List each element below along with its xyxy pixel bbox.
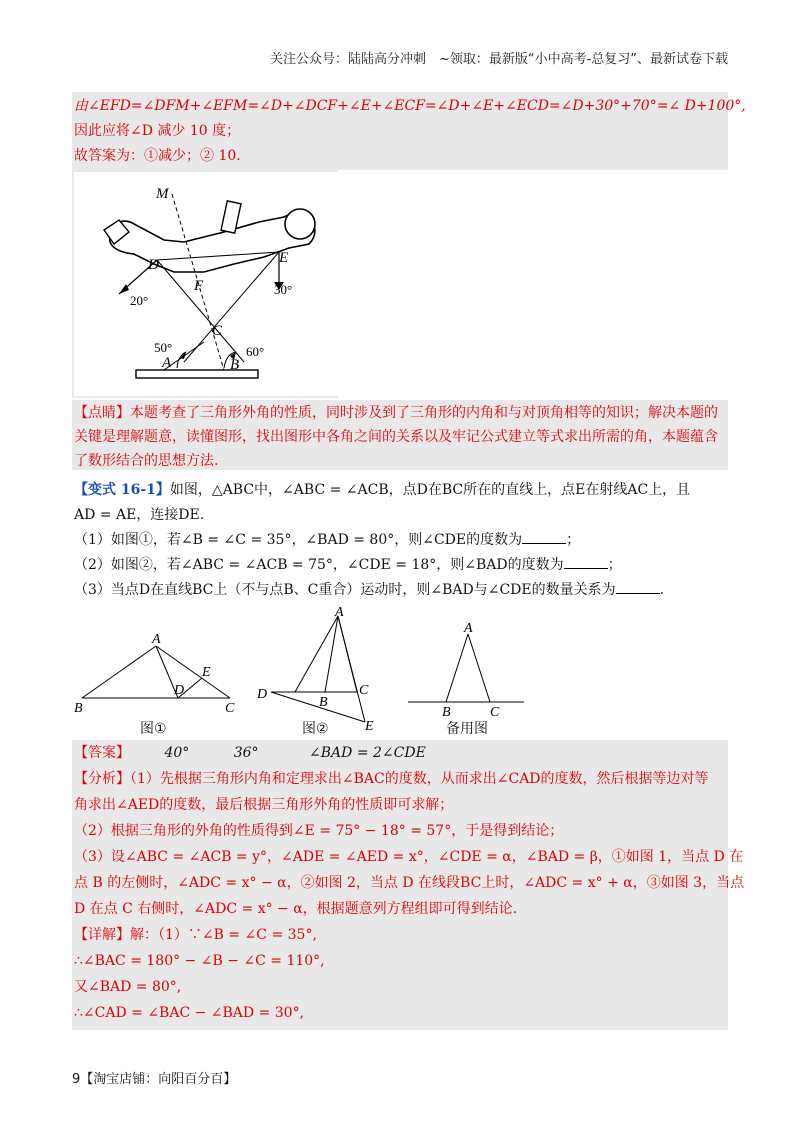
f1-label-C: C [225, 701, 235, 716]
shop-name: 【淘宝店铺：向阳百分百】 [80, 1072, 237, 1087]
f1-label-D: D [174, 683, 185, 698]
analysis-line-2: 角求出∠AED的度数，最后根据三角形外角的性质即可求解； [74, 797, 454, 813]
detail-line-2: ∴∠BAC = 180° − ∠B − ∠C = 110°, [74, 953, 325, 969]
solution-line-3: 故答案为：①减少；② 10. [74, 148, 241, 164]
detail-line-1: 【详解】解：（1）∵∠B = ∠C = 35°, [74, 927, 317, 943]
page-footer [72, 1068, 236, 1087]
caption-figure-2: 图② [302, 721, 329, 737]
analysis-line-5: 点 B 的左侧时，∠ADC = x° − α，②如图 2，当点 D 在线段BC上时，∠ADC = x° + α，③如图 3，当点 [74, 875, 745, 891]
reflection-figure [74, 172, 338, 396]
angle-20: 20° [130, 293, 149, 308]
dianjing-line-1: 【点睛】本题考查了三角形外角的性质，同时涉及到了三角形的内角和与对顶角相等的知识；解决本题的 [74, 405, 718, 421]
problem-line-1: 【变式 16-1】如图，△ABC中，∠ABC = ∠ACB，点D在BC所在的直线上，点E在射线AC上，且 [74, 482, 691, 498]
f3-label-C: C [490, 705, 500, 716]
page-number: 9 [72, 1072, 81, 1087]
angle-60: 60° [246, 344, 265, 359]
answer-line: 【答案】 40° 36° ∠BAD = 2∠CDE [74, 745, 426, 761]
solution-line-1: 由∠EFD=∠DFM+∠EFM=∠D+∠DCF+∠E+∠ECF=∠D+∠E+∠ECD=∠D+30°+70°=∠ D+100°, [74, 98, 746, 114]
angle-30: 30° [274, 282, 293, 297]
f2-label-C: C [359, 683, 369, 698]
label-C: C [212, 323, 223, 339]
analysis-line-4: （3）设∠ABC = ∠ACB = y°，∠ADE = ∠AED = x°，∠CDE = α，∠BAD = β，①如图 1，当点 D 在 [74, 849, 744, 865]
f1-label-E: E [202, 665, 211, 680]
caption-figure-spare: 备用图 [446, 721, 488, 737]
triangle-figure-1 [70, 628, 240, 716]
f2-label-B: B [319, 695, 328, 710]
dianjing-line-3: 了数形结合的思想方法. [74, 453, 219, 469]
page-header: 关注公众号：陆陆高分冲刺 ~领取：最新版“小中高考-总复习”、最新试卷下载 [269, 52, 728, 67]
caption-figure-1: 图① [140, 721, 167, 737]
label-A: A [162, 355, 172, 371]
analysis-line-1: 【分析】（1）先根据三角形内角和定理求出∠BAC的度数，从而求出∠CAD的度数，然后根据等边对等 [74, 771, 709, 787]
f1-label-B: B [74, 701, 83, 716]
f1-label-A: A [152, 632, 161, 647]
analysis-line-3: （2）根据三角形的外角的性质得到∠E = 75° − 18° = 57°，于是得到结论； [74, 823, 564, 839]
triangle-figure-2 [255, 606, 380, 732]
label-M: M [156, 186, 169, 202]
f3-label-A: A [464, 621, 473, 636]
angle-50: 50° [154, 340, 173, 355]
f2-label-A: A [335, 606, 344, 620]
solution-line-2: 因此应将∠D 减少 10 度； [74, 123, 241, 139]
f3-label-B: B [442, 705, 451, 716]
problem-q3: （3）当点D在直线BC上（不与点B、C重合）运动时，则∠BAD与∠CDE的数量关系为 . [74, 582, 665, 598]
f2-label-E: E [365, 719, 374, 732]
problem-q2: （2）如图②，若∠ABC = ∠ACB = 75°，∠CDE = 18°，则∠BAD的度数为 ； [74, 557, 622, 573]
analysis-line-6: D 在点 C 右侧时，∠ADC = x° − α，根据题意列方程组即可得到结论. [74, 901, 518, 917]
label-B: B [230, 357, 240, 373]
label-F: F [194, 278, 204, 294]
triangle-figure-spare [406, 620, 526, 716]
dianjing-line-2: 关键是理解题意，读懂图形，找出图形中各角之间的关系以及牢记公式建立等式求出所需的角，本题蕴含 [74, 429, 718, 445]
problem-q1: （1）如图①，若∠B = ∠C = 35°，∠BAD = 80°，则∠CDE的度数为 ； [74, 532, 581, 548]
label-E: E [279, 250, 289, 266]
problem-line-2: AD = AE，连接DE. [74, 507, 205, 523]
detail-line-4: ∴∠CAD = ∠BAC − ∠BAD = 30°, [74, 1005, 305, 1021]
f2-label-D: D [257, 687, 268, 702]
detail-line-3: 又∠BAD = 80°, [74, 979, 182, 995]
label-D: D [148, 257, 159, 273]
